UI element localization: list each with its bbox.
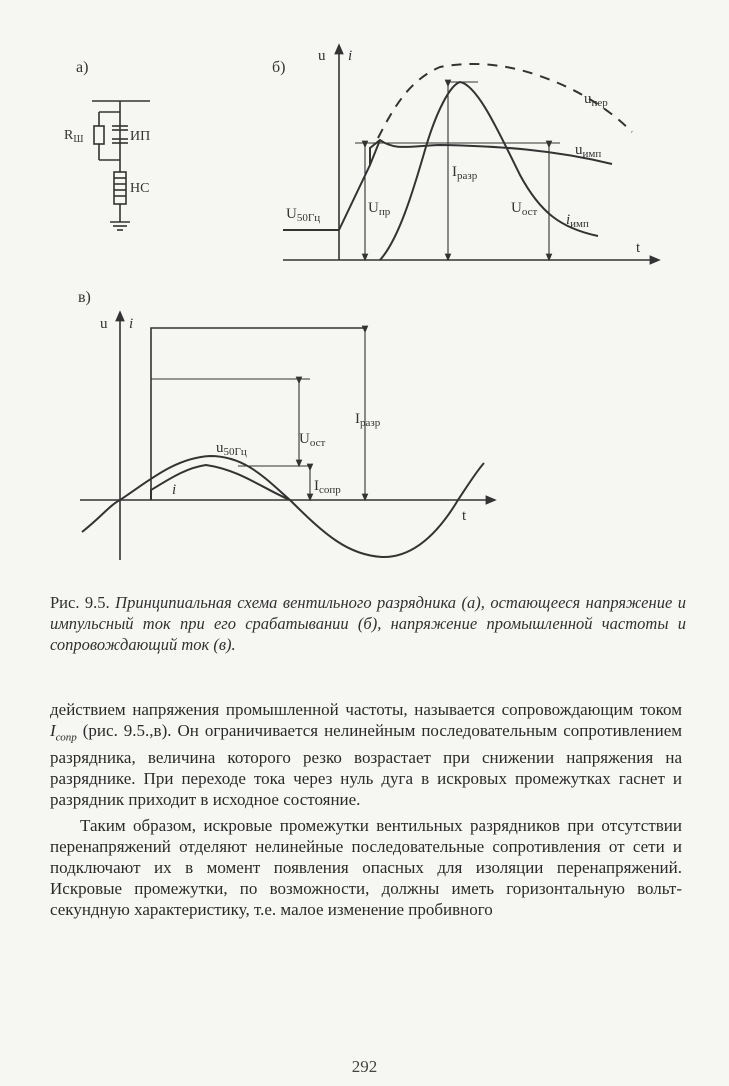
v-icopr-label: $I_{сопр}$ <box>314 478 341 496</box>
r-shunt-label: $R_Ш$ <box>64 128 84 145</box>
label-v: в) <box>78 289 91 306</box>
v-axis-u: u <box>100 316 108 332</box>
panel-b-curves <box>283 64 632 260</box>
panel-v-axes <box>80 315 492 560</box>
paragraph-1: действием напряжения промышленной частоты, называется сопровождающим током $I_{сопр}$ (рис. 9.5.,в). Он ограничивается нелинейным последовательным сопротивлением разрядника, величина которого резко возрастает при снижении напряжения на разряднике. При переходе тока через нуль дуга в искровых промежутках гаснет и разрядник приходит в исходное состояние. <box>50 700 682 809</box>
b-uost-label: $U_{ост}$ <box>511 200 538 218</box>
v-i-label: i <box>172 482 177 498</box>
schematic <box>92 101 150 230</box>
caption-text: Принципиальная схема вентильного разрядника (а), остающееся напряжение и импульсный ток при его срабатывании (б), напряжение промышленной частоты и сопровождающий ток (в). <box>50 593 686 654</box>
shunt-resistor <box>94 126 104 144</box>
v-uost-label: $U_{ост}$ <box>299 431 326 449</box>
paragraph-2: Таким образом, искровые промежутки вентильных разрядников при отсутствии перенапряжений отделяют нелинейные последовательные сопротивления от сети и подключают их в момент появления опасных для изоляции перенапряжений. Искровые промежутки, по возможности, должны иметь горизонтальную вольт-секундную характеристику, т.е. малое изменение пробивного <box>50 816 682 919</box>
figure-caption <box>50 592 686 655</box>
v-axis-i: i <box>129 316 134 332</box>
nonlinear-resistor-label: НС <box>130 181 150 196</box>
v-u50-label: $u_{50Гц}$ <box>216 440 247 458</box>
b-axis-t: t <box>636 240 641 256</box>
v-irazr-label: $I_{разр}$ <box>355 411 381 429</box>
b-upr-label: $U_{пр}$ <box>368 200 391 218</box>
i-comp-symbol: $I_{сопр}$ <box>50 720 77 744</box>
page-number: 292 <box>351 1057 378 1076</box>
b-iimp-label: $i_{имп}$ <box>566 212 589 230</box>
b-axis-i: i <box>348 48 353 64</box>
b-axis-u: u <box>318 48 326 64</box>
spark-gap-label: ИП <box>130 129 151 144</box>
i-imp-curve <box>380 82 598 260</box>
caption-label: Рис. 9.5. <box>50 593 110 612</box>
b-irazr-label: $I_{разр}$ <box>452 164 478 182</box>
u-rise-curve <box>339 140 380 230</box>
nonlinear-resistor <box>114 172 126 204</box>
body-text <box>50 700 682 920</box>
label-a: а) <box>76 59 89 76</box>
u50-sine-curve <box>82 456 484 557</box>
step-line <box>151 328 365 500</box>
b-u50-label: $U_{50Гц}$ <box>286 206 321 224</box>
b-uimp-label: $u_{имп}$ <box>575 142 602 160</box>
panel-v-curves <box>82 328 484 557</box>
v-axis-t: t <box>462 508 467 524</box>
b-uper-label: $u_{пер}$ <box>584 91 608 109</box>
label-b: б) <box>272 59 286 76</box>
